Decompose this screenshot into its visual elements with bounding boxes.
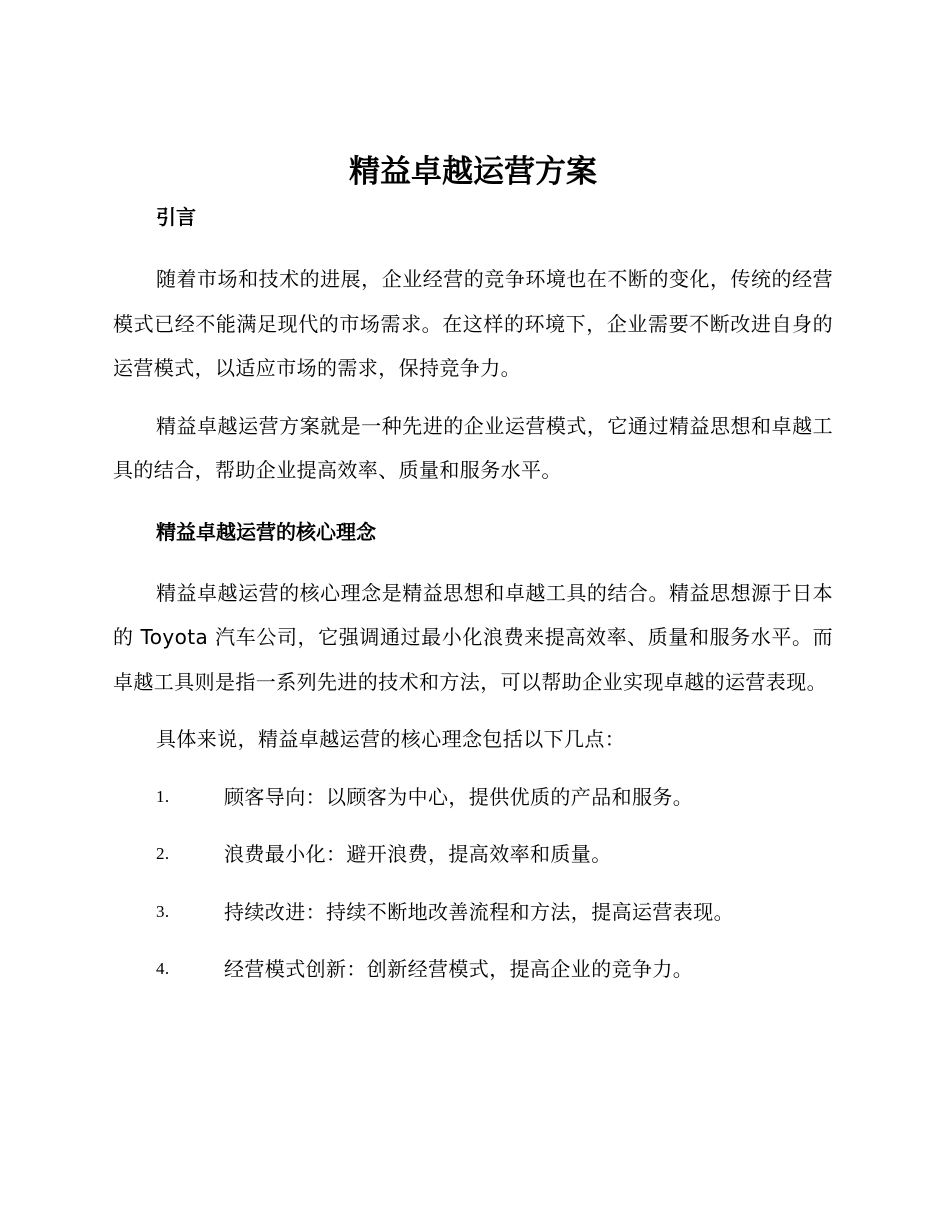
- document-title: 精益卓越运营方案: [349, 154, 597, 190]
- list-item: [113, 947, 833, 992]
- list-item-number: 4.: [156, 959, 170, 978]
- paragraph: 随着市场和技术的进展，企业经营的竞争环境也在不断的变化，传统的经营模式已经不能满足现代的市场需求。在这样的环境下，企业需要不断改进自身的运营模式，以适应市场的需求，保持竞争力。: [113, 267, 833, 380]
- document-page: [113, 150, 833, 1005]
- list-item-number: 2.: [156, 844, 170, 863]
- paragraph: 精益卓越运营方案就是一种先进的企业运营模式，它通过精益思想和卓越工具的结合，帮助企业提高效率、质量和服务水平。: [113, 413, 833, 482]
- list-item-text: 经营模式创新：创新经营模式，提高企业的竞争力。: [224, 957, 694, 981]
- section-heading-core: 精益卓越运营的核心理念: [156, 519, 376, 544]
- list-item-text: 持续改进：持续不断地改善流程和方法，提高运营表现。: [224, 899, 734, 924]
- section-heading-intro: 引言: [156, 205, 196, 229]
- core-principles-list: [113, 775, 833, 992]
- paragraph: 具体来说，精益卓越运营的核心理念包括以下几点：: [156, 727, 626, 751]
- list-item-number: 3.: [156, 901, 170, 921]
- list-item-number: 1.: [156, 786, 170, 806]
- list-item: [113, 890, 833, 935]
- list-item-text: 顾客导向：以顾客为中心，提供优质的产品和服务。: [224, 784, 694, 809]
- list-item: [113, 775, 833, 820]
- paragraph: 精益卓越运营的核心理念是精益思想和卓越工具的结合。精益思想源于日本的 Toyota 汽车公司，它强调通过最小化浪费来提高效率、质量和服务水平。而卓越工具则是指一系列先进的技术和方法，可以帮助企业实现卓越的运营表现。: [113, 580, 833, 694]
- list-item-text: 浪费最小化：避开浪费，提高效率和质量。: [224, 842, 612, 866]
- list-item: [113, 832, 833, 877]
